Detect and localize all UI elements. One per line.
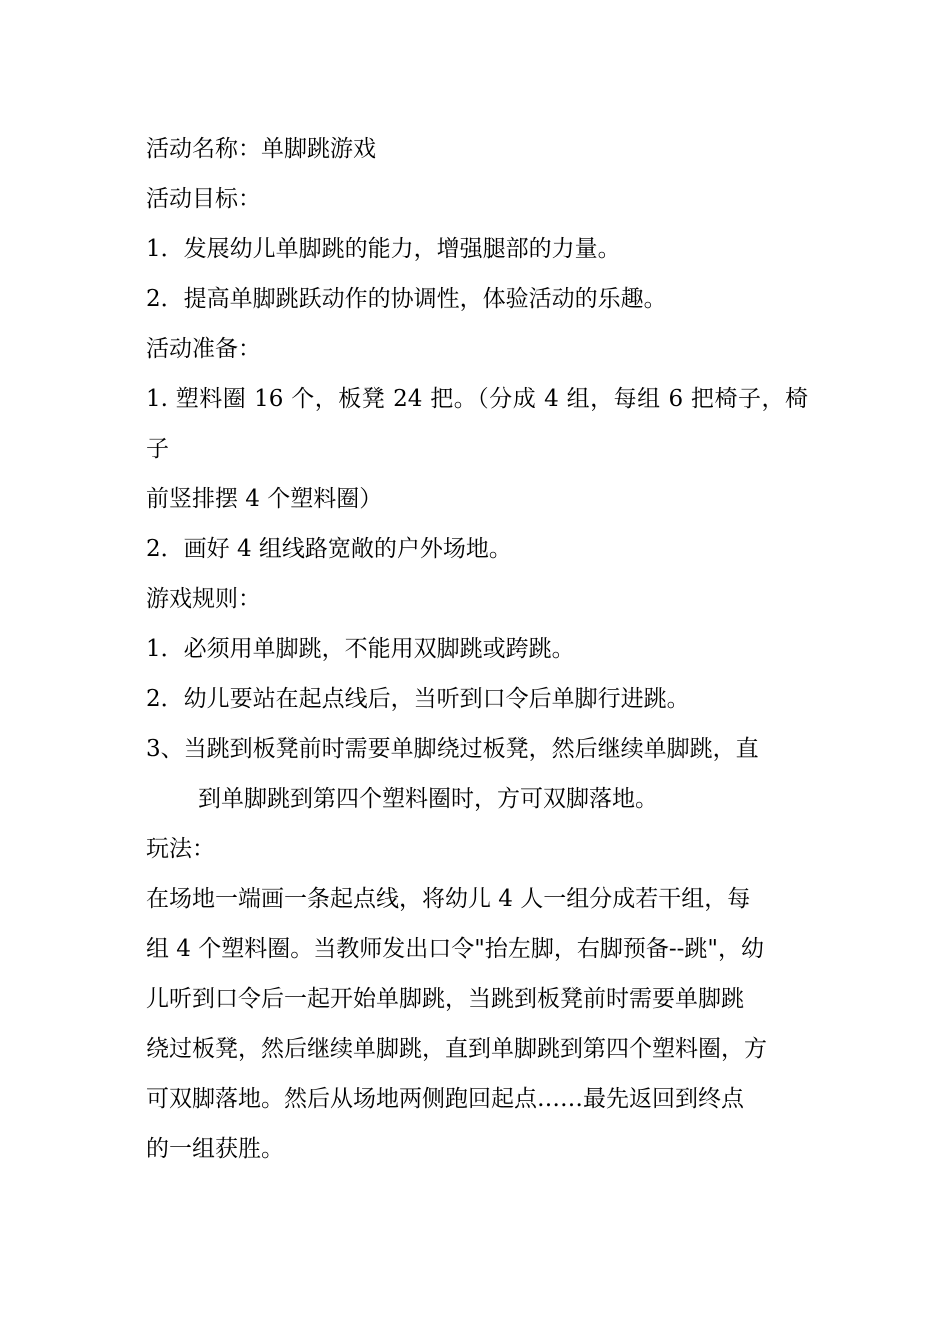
play-paragraph-line: 绕过板凳，然后继续单脚跳，直到单脚跳到第四个塑料圈，方 [146, 1036, 767, 1062]
goal-item: 1．发展幼儿单脚跳的能力，增强腿部的力量。 [146, 236, 621, 262]
rule-item: 2．幼儿要站在起点线后，当听到口令后单脚行进跳。 [146, 686, 690, 712]
play-paragraph-line: 可双脚落地。然后从场地两侧跑回起点……最先返回到终点 [146, 1086, 744, 1112]
play-heading: 玩法： [146, 836, 215, 862]
prep-item: 前竖排摆 4 个塑料圈） [146, 486, 383, 512]
play-paragraph-line: 在场地一端画一条起点线，将幼儿 4 人一组分成若干组，每 [146, 886, 751, 912]
goals-heading: 活动目标： [146, 186, 261, 212]
prep-item: 1. 塑料圈 16 个，板凳 24 把。（分成 4 组，每组 6 把椅子，椅子 [146, 386, 808, 462]
rule-item: 3、当跳到板凳前时需要单脚绕过板凳，然后继续单脚跳，直 [146, 736, 759, 762]
activity-name: 活动名称：单脚跳游戏 [146, 136, 376, 162]
prep-item: 2．画好 4 组线路宽敞的户外场地。 [146, 536, 512, 562]
rules-heading: 游戏规则： [146, 586, 261, 612]
play-paragraph-line: 儿听到口令后一起开始单脚跳，当跳到板凳前时需要单脚跳 [146, 986, 744, 1012]
goal-item: 2．提高单脚跳跃动作的协调性，体验活动的乐趣。 [146, 286, 667, 312]
document-body [146, 124, 808, 1174]
rule-item: 到单脚跳到第四个塑料圈时，方可双脚落地。 [198, 786, 658, 812]
prep-heading: 活动准备： [146, 336, 261, 362]
play-paragraph-line: 的一组获胜。 [146, 1136, 284, 1162]
play-paragraph-line: 组 4 个塑料圈。当教师发出口令"抬左脚，右脚预备--跳"，幼 [146, 936, 764, 962]
rule-item: 1．必须用单脚跳，不能用双脚跳或跨跳。 [146, 636, 575, 662]
